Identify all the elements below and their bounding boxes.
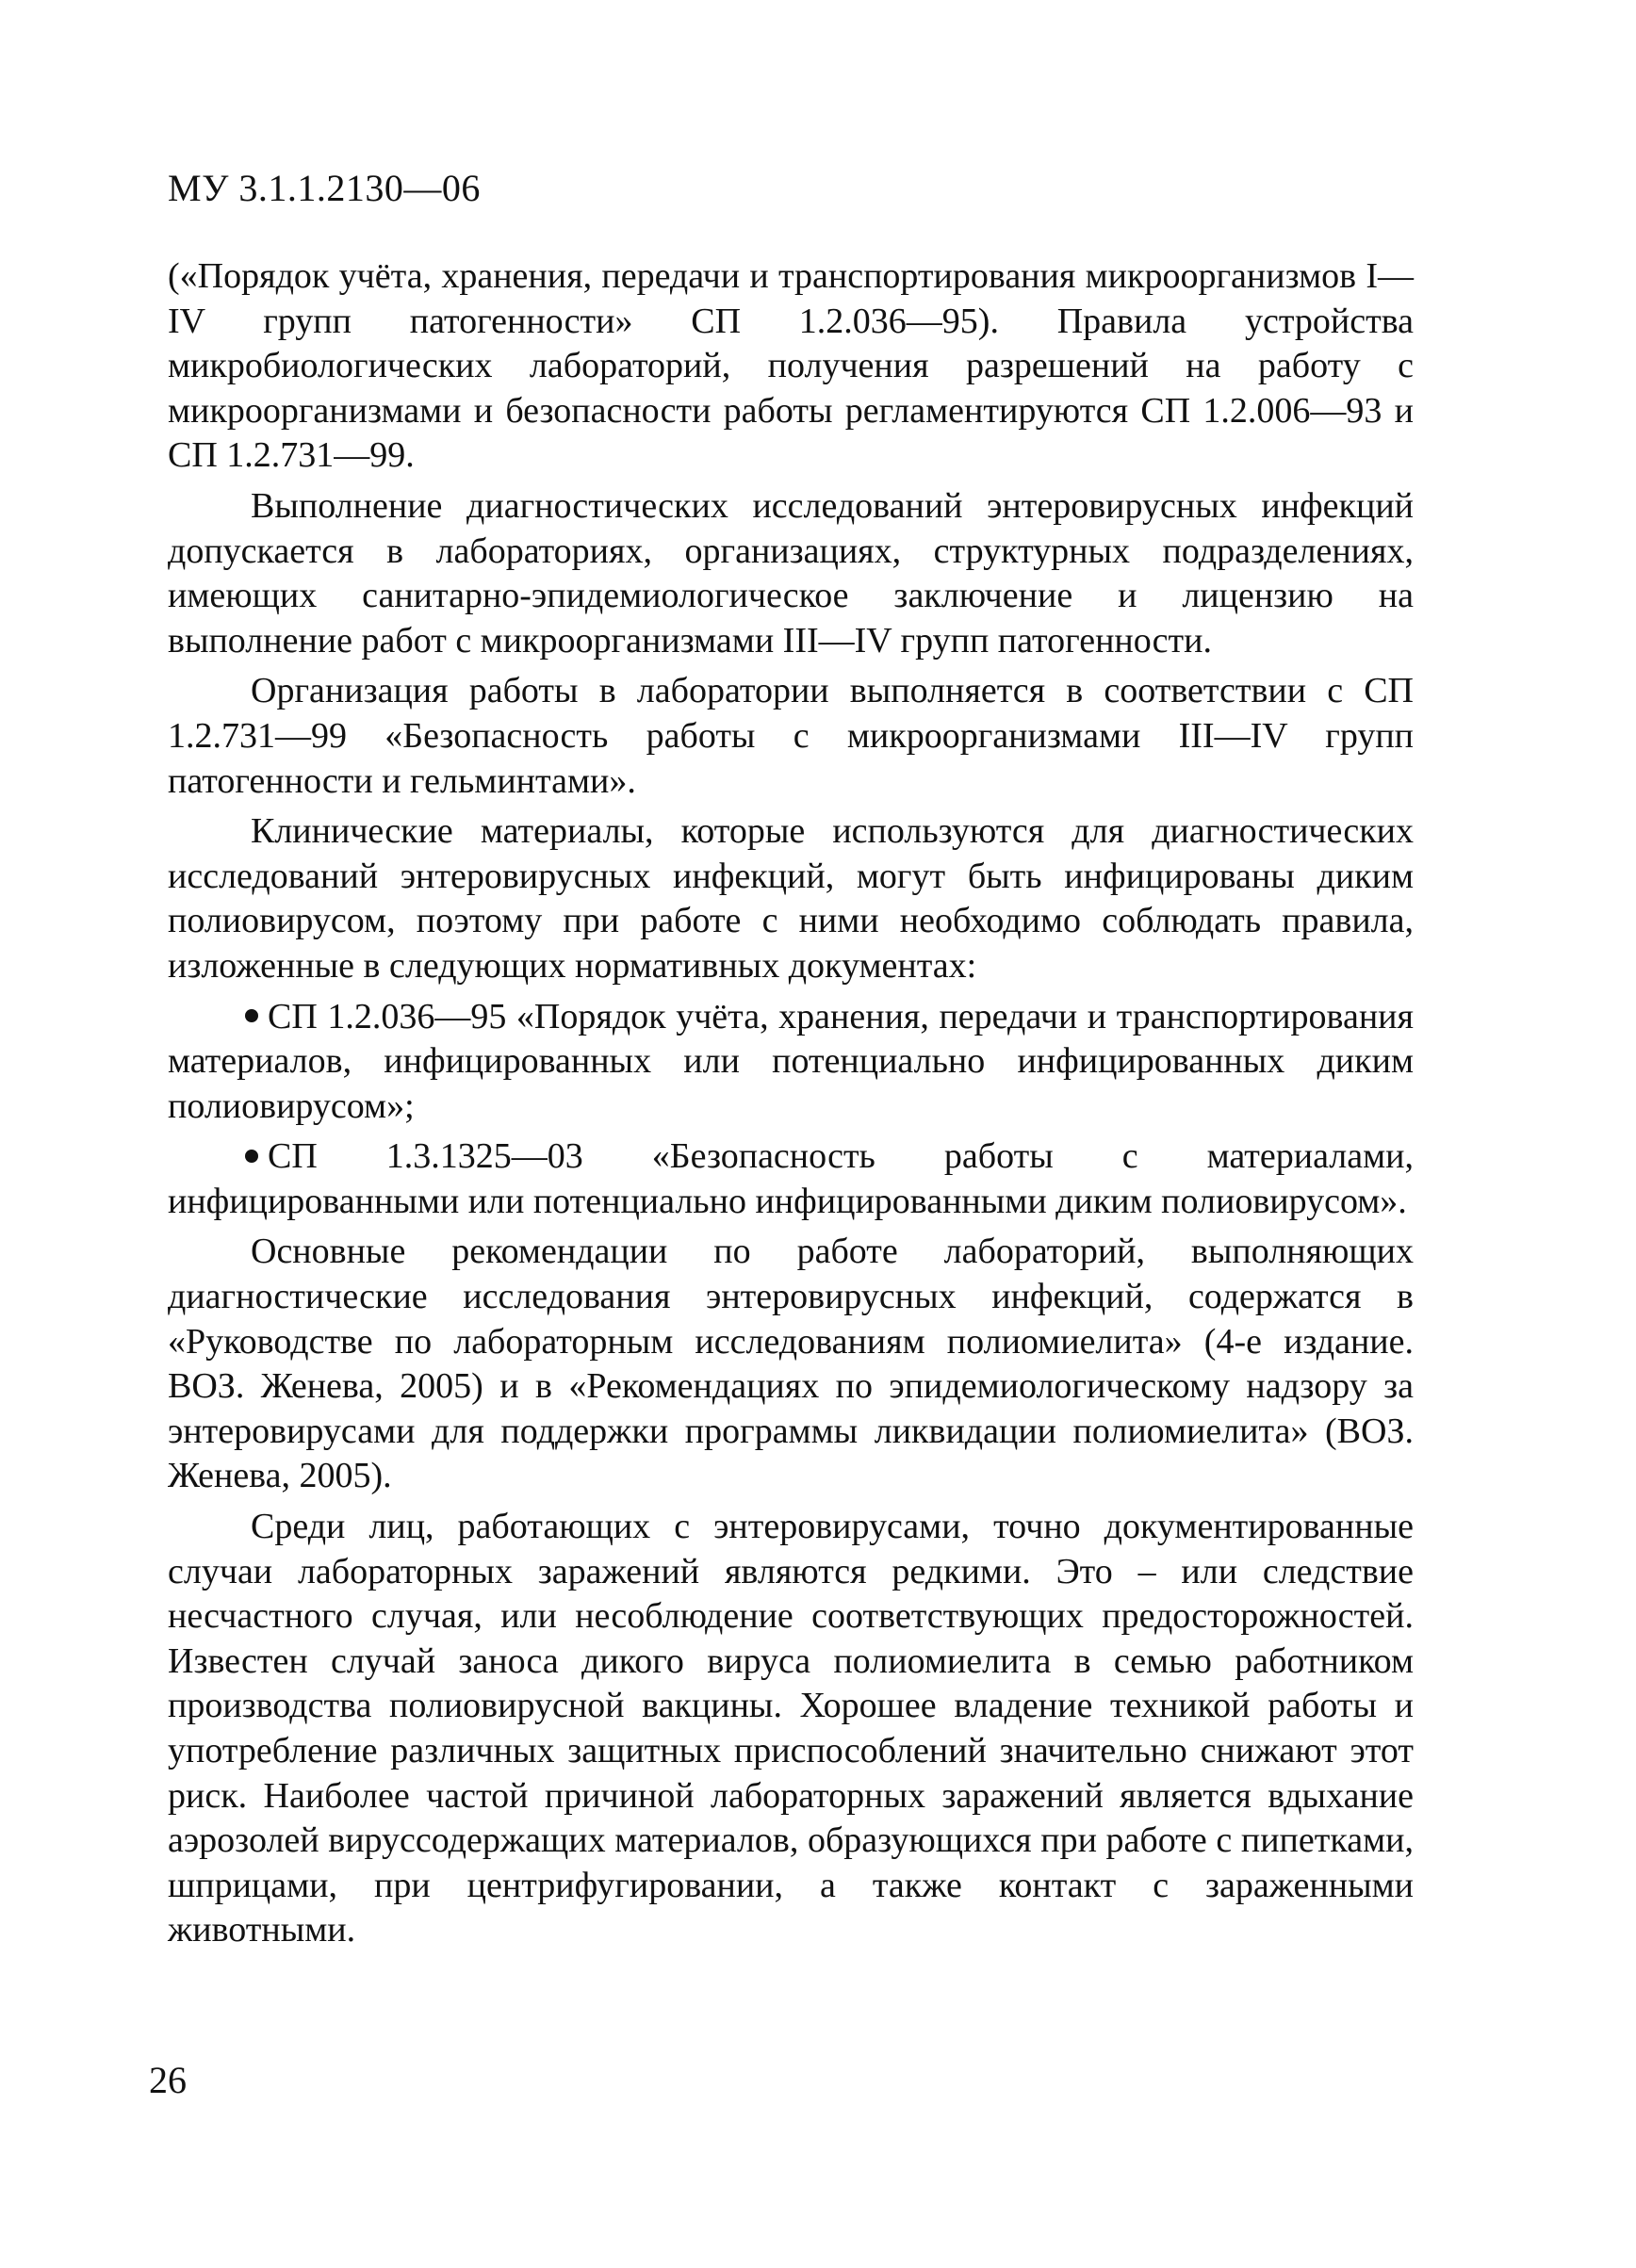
bullet-item: [168, 1134, 1414, 1224]
paragraph: («Порядок учёта, хранения, передачи и транспортирования микроорганизмов I—IV групп патогенности» СП 1.2.036—95). Правила устройства микробиологических лабораторий, получения разрешений на работу с микроорганизмами и безопасности работы регламентируются СП 1.2.006—93 и СП 1.2.731—99.: [168, 256, 1414, 476]
bullet-dot-icon: [245, 1150, 258, 1163]
paragraph: Основные рекомендации по работе лабораторий, выполняющих диагностические исследования энтеровирусных инфекций, содержатся в «Руководстве по лабораторным исследованиям полиомиелита» (4-е издание. ВОЗ. Женева, 2005) и в «Рекомендациях по эпидемиологическому надзору за энтеровирусами для поддержки программы ликвидации полиомиелита» (ВОЗ. Женева, 2005).: [168, 1232, 1414, 1496]
document-body: [168, 254, 1414, 1959]
bullet-text: СП 1.3.1325—03 «Безопасность работы с материалами, инфицированными или потенциально инфицированными диким полиовирусом».: [168, 1136, 1414, 1221]
paragraph: Организация работы в лаборатории выполняется в соответствии с СП 1.2.731—99 «Безопасность работы с микроорганизмами III—IV групп патогенности и гельминтами».: [168, 671, 1414, 801]
document-header: МУ 3.1.1.2130—06: [168, 167, 481, 209]
paragraph: Выполнение диагностических исследований энтеровирусных инфекций допускается в лабораториях, организациях, структурных подразделениях, имеющих санитарно-эпидемиологическое заключение и лицензию на выполнение работ с микроорганизмами III—IV групп патогенности.: [168, 485, 1414, 661]
bullet-text: СП 1.2.036—95 «Порядок учёта, хранения, передачи и транспортирования материалов, инфицированных или потенциально инфицированных диким полиовирусом»;: [168, 996, 1414, 1126]
paragraph: Клинические материалы, которые используются для диагностических исследований энтеровирусных инфекций, могут быть инфицированы диким полиовирусом, поэтому при работе с ними необходимо соблюдать правила, изложенные в следующих нормативных документах:: [168, 811, 1414, 986]
bullet-item: [168, 995, 1414, 1130]
page-number: 26: [149, 2059, 187, 2101]
bullet-dot-icon: [245, 1009, 258, 1022]
paragraph: Среди лиц, работающих с энтеровирусами, точно документированные случаи лабораторных заражений являются редкими. Это – или следствие несчастного случая, или несоблюдение соответствующих предосторожностей. Известен случай заноса дикого вируса полиомиелита в семью работником производства полиовирусной вакцины. Хорошее владение техникой работы и употребление различных защитных приспособлений значительно снижают этот риск. Наиболее частой причиной лабораторных заражений является вдыхание аэрозолей вируссодержащих материалов, образующихся при работе с пипетками, шприцами, при центрифугировании, а также контакт с зараженными животными.: [168, 1507, 1414, 1950]
